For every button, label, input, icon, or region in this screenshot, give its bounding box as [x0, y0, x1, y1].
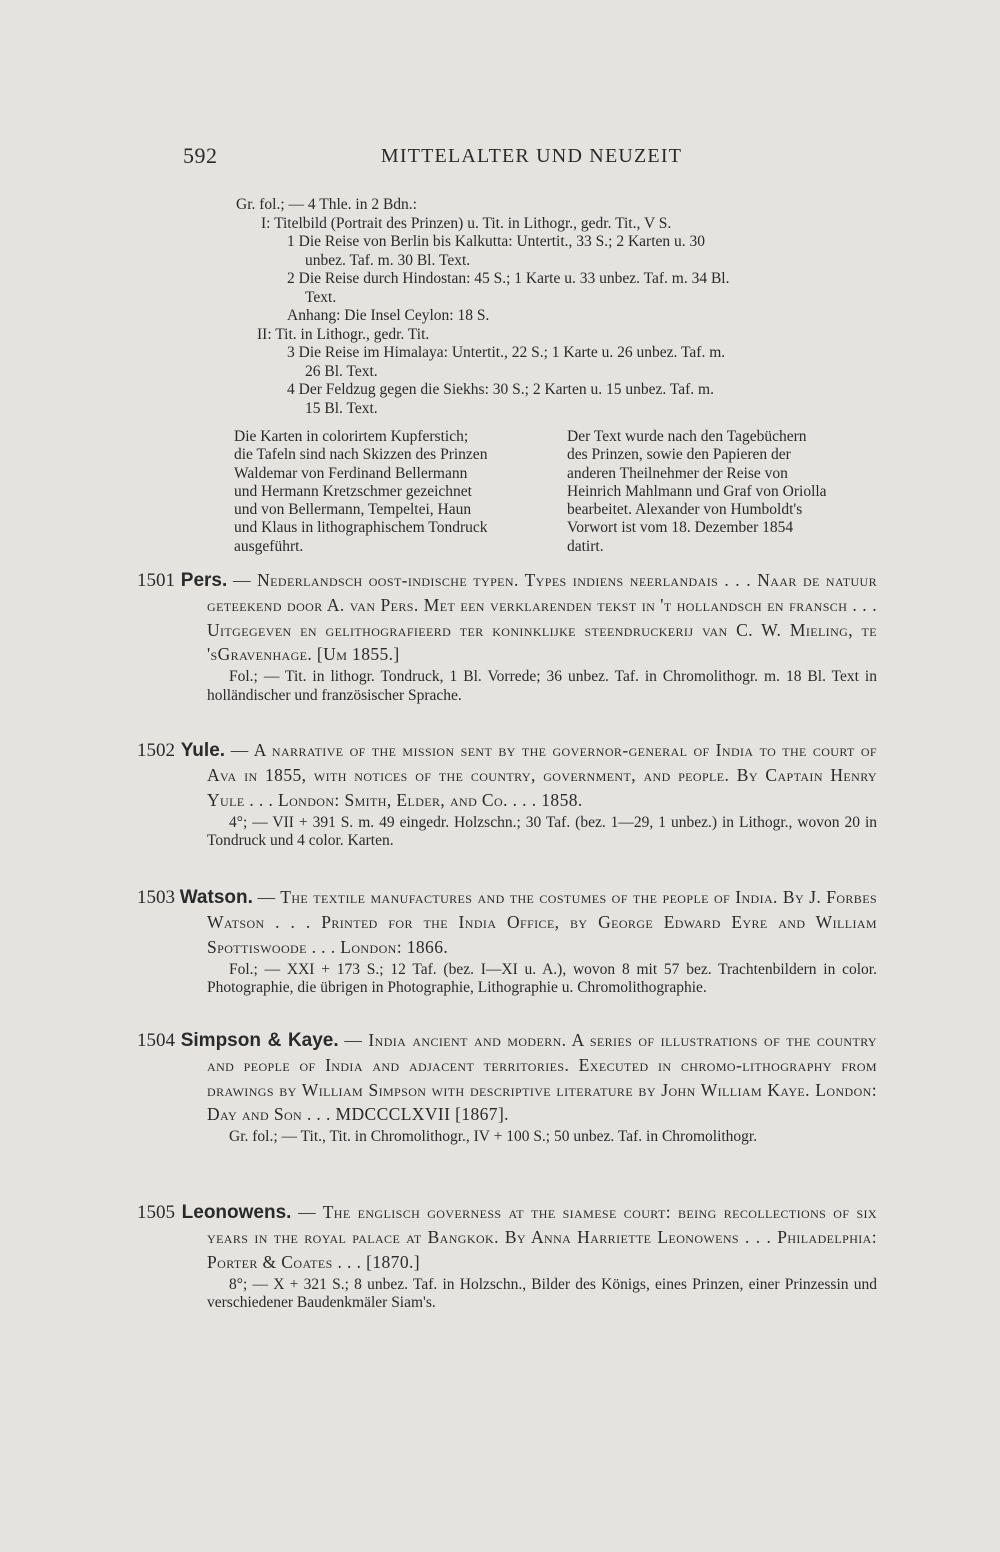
contents-line: I: Titelbild (Portrait des Prinzen) u. Tit. in Lithogr., gedr. Tit., V S.	[261, 214, 672, 232]
volume-contents	[183, 196, 880, 418]
note-line: des Prinzen, sowie den Papieren der	[567, 446, 791, 464]
entry-number: 1504	[137, 1030, 175, 1051]
entry-author: Simpson & Kaye.	[180, 1030, 339, 1051]
note-line: die Tafeln sind nach Skizzen des Prinzen	[234, 446, 488, 464]
entry-number: 1502	[137, 740, 175, 761]
note-line: ausgeführt.	[234, 537, 304, 555]
note-line: Heinrich Mahlmann und Graf von Oriolla	[567, 482, 827, 500]
entry-title: — The textile manufactures and the costumes of the people of India. By J. Forbes Watson . . . Printed for the India Office, by George Edward Eyre and William Spottiswoode . . . London: 1866.	[207, 887, 878, 957]
contents-line: 3 Die Reise im Himalaya: Untertit., 22 S.; 1 Karte u. 26 unbez. Taf. m.	[287, 344, 726, 361]
entry-title: — Nederlandsch oost-indische typen. Types indiens neerlandais . . . Naar de natuur geteekend door A. van Pers. Met een verklarenden tekst in 't hollandsch en fransch . . . Uitgegeven en gelithografieerd ter koninklijke steendruckerij van C. W. Mieling, te 'sGravenhage. [Um 1855.]	[207, 570, 877, 664]
note-line: Waldemar von Ferdinand Bellermann	[234, 464, 468, 482]
note-line: Der Text wurde nach den Tagebüchern	[567, 428, 807, 445]
contents-line: 2 Die Reise durch Hindostan: 45 S.; 1 Karte u. 33 unbez. Taf. m. 34 Bl.	[287, 270, 730, 287]
contents-line: 4 Der Feldzug gegen die Siekhs: 30 S.; 2 Karten u. 15 unbez. Taf. m.	[287, 381, 714, 398]
contents-line: unbez. Taf. m. 30 Bl. Text.	[305, 251, 471, 269]
notes-left-column	[234, 428, 546, 556]
entry-number: 1501	[137, 570, 175, 591]
entry-title: — A narrative of the mission sent by the governor-general of India to the court of Ava in 1855, with notices of the country, government, and people. By Captain Henry Yule . . . London: Smith, Elder, and Co. . . . 1858.	[207, 740, 878, 810]
note-line: datirt.	[567, 537, 604, 555]
catalog-entry	[137, 738, 877, 851]
contents-line: Anhang: Die Insel Ceylon: 18 S.	[287, 307, 490, 324]
contents-line: 26 Bl. Text.	[305, 362, 378, 380]
note-line: anderen Theilnehmer der Reise von	[567, 464, 788, 482]
catalog-entry	[137, 1200, 877, 1313]
catalog-entry	[137, 1028, 877, 1147]
note-line: bearbeitet. Alexander von Humboldt's	[567, 501, 803, 519]
entry-description: Gr. fol.; — Tit., Tit. in Chromolithogr., IV + 100 S.; 50 unbez. Taf. in Chromolithogr.	[229, 1128, 758, 1146]
entry-heading	[137, 1028, 877, 1126]
note-line: und Hermann Kretzschmer gezeichnet	[234, 482, 472, 500]
contents-line: II: Tit. in Lithogr., gedr. Tit.	[257, 325, 430, 343]
entry-author: Watson.	[179, 887, 253, 908]
entry-number: 1503	[137, 887, 175, 908]
entry-title: — India ancient and modern. A series of illustrations of the country and people of India and adjacent territories. Executed in chromo-lithography from drawings by William Simpson with descriptive literature by John William Kaye. London: Day and Son . . . MDCCCLXVII [1867].	[207, 1030, 878, 1124]
running-title: MITTELALTER UND NEUZEIT	[380, 145, 683, 167]
contents-line: 1 Die Reise von Berlin bis Kalkutta: Untertit., 33 S.; 2 Karten u. 30	[287, 233, 706, 250]
note-line: und Klaus in lithographischem Tondruck	[234, 519, 488, 537]
entry-description: 4°; — VII + 391 S. m. 49 eingedr. Holzschn.; 30 Taf. (bez. 1—29, 1 unbez.) in Lithogr., wovon 20 in Tondruck und 4 color. Karten.	[207, 813, 877, 850]
entry-author: Leonowens.	[181, 1202, 292, 1223]
catalog-entry	[137, 885, 877, 998]
note-line: Vorwort ist vom 18. Dezember 1854	[567, 519, 794, 537]
contents-line: 15 Bl. Text.	[305, 399, 378, 417]
entry-number: 1505	[137, 1202, 175, 1223]
entry-description: Fol.; — Tit. in lithogr. Tondruck, 1 Bl. Vorrede; 36 unbez. Taf. in Chromolithogr. m. 18 Bl. Text in holländischer und französischer Sprache.	[207, 668, 877, 704]
notes-right-column	[567, 428, 879, 556]
entry-author: Yule.	[180, 740, 226, 761]
page-number: 592	[183, 143, 218, 168]
catalog-entry	[137, 568, 877, 705]
entry-heading	[137, 568, 877, 666]
contents-line: Gr. fol.; — 4 Thle. in 2 Bdn.:	[236, 196, 417, 213]
entry-heading	[137, 885, 877, 959]
entry-heading	[137, 1200, 877, 1274]
note-line: Die Karten in colorirtem Kupferstich;	[234, 428, 469, 445]
entry-author: Pers.	[180, 570, 228, 591]
note-line: und von Bellermann, Tempeltei, Haun	[234, 501, 472, 519]
entry-description: 8°; — X + 321 S.; 8 unbez. Taf. in Holzschn., Bilder des Königs, eines Prinzen, einer Prinzessin und verschiedener Baudenkmäler Siam's.	[207, 1275, 877, 1312]
contents-line: Text.	[305, 288, 337, 306]
entry-description: Fol.; — XXI + 173 S.; 12 Taf. (bez. I—XI u. A.), wovon 8 mit 57 bez. Trachtenbildern in color. Photographie, die übrigen in Photographie, Lithographie u. Chromolithographie.	[207, 960, 877, 997]
entry-title: — The englisch governess at the siamese court: being recollections of six years in the royal palace at Bangkok. By Anna Harriette Leonowens . . . Philadelphia: Porter & Coates . . . [1870.]	[207, 1202, 878, 1272]
entry-heading	[137, 738, 877, 812]
